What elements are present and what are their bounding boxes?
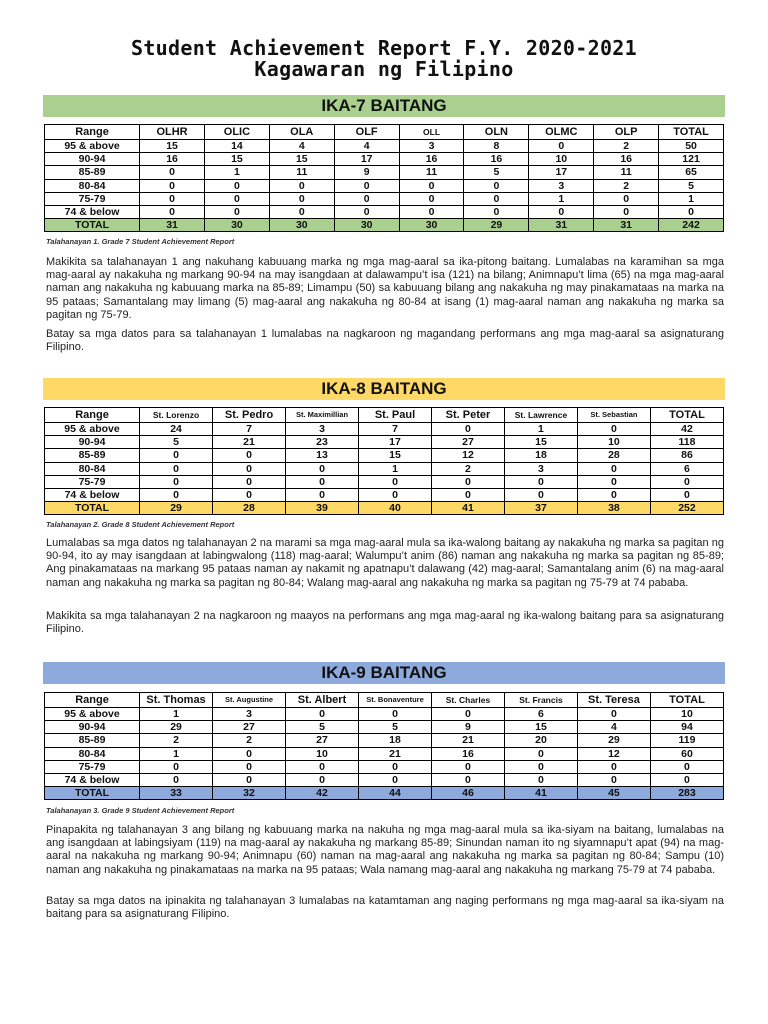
table-row [45, 153, 724, 166]
table-cell: 0 [286, 475, 359, 488]
column-header: OLF [334, 125, 399, 140]
table-cell: 2 [594, 179, 659, 192]
table-cell: 60 [650, 747, 723, 760]
table-cell: 0 [140, 475, 213, 488]
grade7-paragraph-2: Batay sa mga datos para sa talahanayan 1 lumalabas na nagkaroon ng magandang performans ang mga mag-aaral sa asignaturang Filipino. [46, 328, 724, 354]
table-cell: 13 [286, 449, 359, 462]
table-cell: 9 [334, 166, 399, 179]
table-cell: 0 [577, 760, 650, 773]
table-cell: 0 [431, 423, 504, 436]
table-cell: 29 [577, 734, 650, 747]
table-cell: 1 [140, 708, 213, 721]
table-cell: 0 [577, 773, 650, 786]
table-cell: 0 [650, 760, 723, 773]
table-cell: 0 [431, 760, 504, 773]
grade7-paragraph-1: Makikita sa talahanayan 1 ang nakuhang kabuuang marka ng mga mag-aaral sa ika-pitong baitang. Lumalabas na karamihan sa mga mag-aaral ay nakakuha ng markang 90-94 na may isangdaan at dalawampu’t isa (121) na bilang; Animnapu’t lima (65) na mga mag-aaral naman ang nakakuha ng kabuuang marka na 85-89; Limampu (50) sa kabuuang bilang ang nakakuha ng may pinakamataas na marka na 95 pataas; Samantalang may limang (5) mag-aaral ang nakakuha ng 80-84 at isang (1) mag-aaral naman ang nakakuha ng marka sa pagitan ng 75-79. [46, 256, 724, 321]
table-row [45, 436, 724, 449]
table-cell: 32 [213, 787, 286, 800]
table-cell: 11 [269, 166, 334, 179]
column-header: St. Augustine [213, 693, 286, 708]
table-row [45, 423, 724, 436]
table-cell: 10 [286, 747, 359, 760]
table-cell: 21 [431, 734, 504, 747]
table-cell: 0 [140, 462, 213, 475]
table-cell: 5 [359, 721, 432, 734]
table-cell: 37 [504, 502, 577, 515]
table-cell: 0 [140, 166, 205, 179]
table-cell: 42 [650, 423, 723, 436]
table-cell: 0 [213, 475, 286, 488]
table-cell: 90-94 [45, 153, 140, 166]
report-title: Student Achievement Report F.Y. 2020-2021 [131, 36, 637, 60]
table-cell: 38 [577, 502, 650, 515]
column-header: St. Maximillian [286, 408, 359, 423]
column-header: St. Albert [286, 693, 359, 708]
grade9-table [44, 692, 724, 800]
table-cell: 40 [359, 502, 432, 515]
table-cell: 4 [269, 140, 334, 153]
table-cell: 21 [213, 436, 286, 449]
table-cell: 0 [399, 179, 464, 192]
table-cell: 31 [594, 219, 659, 232]
column-header: St. Lawrence [504, 408, 577, 423]
table-cell: 0 [431, 475, 504, 488]
table-cell: 0 [213, 747, 286, 760]
column-header: St. Teresa [577, 693, 650, 708]
table-cell: 0 [140, 449, 213, 462]
table-cell: 7 [213, 423, 286, 436]
table-cell: 0 [464, 205, 529, 218]
table-cell: 283 [650, 787, 723, 800]
column-header: TOTAL [650, 693, 723, 708]
table-cell: 44 [359, 787, 432, 800]
table-cell: 39 [286, 502, 359, 515]
table-cell: 85-89 [45, 166, 140, 179]
table-cell: 0 [577, 488, 650, 501]
table-cell: 0 [529, 140, 594, 153]
table-cell: 0 [399, 205, 464, 218]
table-cell: 0 [334, 192, 399, 205]
table-cell: 30 [334, 219, 399, 232]
table-cell: 21 [359, 747, 432, 760]
table-cell: 0 [650, 475, 723, 488]
table-cell: 29 [140, 502, 213, 515]
table-cell: 1 [204, 166, 269, 179]
table-row [45, 708, 724, 721]
table-cell: 6 [650, 462, 723, 475]
table-total-row [45, 502, 724, 515]
table-cell: 119 [650, 734, 723, 747]
table-row [45, 205, 724, 218]
table-cell: 0 [269, 192, 334, 205]
table-cell: 0 [594, 192, 659, 205]
table-cell: 3 [213, 708, 286, 721]
table-cell: 118 [650, 436, 723, 449]
table-cell: 0 [431, 708, 504, 721]
table-cell: 121 [659, 153, 724, 166]
table-cell: 0 [140, 192, 205, 205]
table-cell: 45 [577, 787, 650, 800]
grade7-caption: Talahanayan 1. Grade 7 Student Achievement Report [46, 237, 235, 246]
table-row [45, 475, 724, 488]
table-cell: 85-89 [45, 734, 140, 747]
column-header: St. Francis [504, 693, 577, 708]
table-cell: 4 [577, 721, 650, 734]
table-cell: 33 [140, 787, 213, 800]
grade7-banner: IKA-7 BAITANG [43, 95, 725, 117]
table-cell: 3 [504, 462, 577, 475]
table-cell: 15 [504, 436, 577, 449]
table-cell: 1 [504, 423, 577, 436]
table-cell: 12 [577, 747, 650, 760]
table-row [45, 488, 724, 501]
column-header: St. Charles [431, 693, 504, 708]
table-cell: 0 [359, 760, 432, 773]
table-cell: 0 [140, 760, 213, 773]
column-header: Range [45, 125, 140, 140]
table-row [45, 166, 724, 179]
table-cell: 0 [594, 205, 659, 218]
table-cell: 0 [269, 179, 334, 192]
table-cell: 11 [399, 166, 464, 179]
table-cell: 74 & below [45, 773, 140, 786]
table-cell: 75-79 [45, 475, 140, 488]
table-cell: 30 [399, 219, 464, 232]
table-cell: 0 [504, 760, 577, 773]
table-row [45, 192, 724, 205]
column-header: OLL [399, 125, 464, 140]
grade8-paragraph-1: Lumalabas sa mga datos ng talahanayan 2 na marami sa mga mag-aaral mula sa ika-walong baitang ay nakakuha ng marka sa pagitan ng 90-94, ito ay may isangdaan at labingwalong (118) mag-aaral; Walumpu’t anim (86) naman ang nakakuha ng marka sa pagitan ng 85-89; Ang pinakamataas na markang 95 pataas naman ay nakamit ng apatnapu’t dalawang (42) mag-aaral; Samantalang anim (6) na mag-aaral naman ang nakakuha ng marka sa pagitan ng 80-84; Walang mag-aaral ang nakakuha ng marka sa pagitan ng 75-79 at 74 pababa. [46, 537, 724, 589]
table-cell: 0 [213, 773, 286, 786]
table-cell: 0 [464, 179, 529, 192]
table-cell: 0 [504, 773, 577, 786]
table-cell: 0 [140, 205, 205, 218]
table-cell: 74 & below [45, 488, 140, 501]
table-row [45, 140, 724, 153]
table-cell: 90-94 [45, 436, 140, 449]
table-row [45, 449, 724, 462]
table-cell: 41 [431, 502, 504, 515]
table-cell: 0 [359, 488, 432, 501]
table-cell: 28 [213, 502, 286, 515]
table-cell: 28 [577, 449, 650, 462]
table-cell: 0 [204, 205, 269, 218]
table-cell: 10 [650, 708, 723, 721]
column-header: OLHR [140, 125, 205, 140]
table-cell: 27 [431, 436, 504, 449]
table-cell: 5 [659, 179, 724, 192]
table-cell: 0 [650, 773, 723, 786]
table-cell: 0 [577, 423, 650, 436]
column-header: St. Lorenzo [140, 408, 213, 423]
table-cell: 18 [504, 449, 577, 462]
table-cell: 94 [650, 721, 723, 734]
table-cell: 0 [213, 760, 286, 773]
table-cell: 0 [359, 708, 432, 721]
table-cell: 80-84 [45, 179, 140, 192]
table-cell: 2 [431, 462, 504, 475]
grade8-paragraph-2: Makikita sa mga talahanayan 2 na nagkaroon ng maayos na performans ang mga mag-aaral ng ika-walong baitang para sa asignaturang Filipino. [46, 610, 724, 636]
table-cell: 14 [204, 140, 269, 153]
table-cell: 30 [204, 219, 269, 232]
table-cell: 85-89 [45, 449, 140, 462]
table-cell: 0 [359, 475, 432, 488]
table-cell: 95 & above [45, 708, 140, 721]
table-cell: 16 [431, 747, 504, 760]
table-cell: 15 [504, 721, 577, 734]
table-cell: 2 [594, 140, 659, 153]
table-cell: 30 [269, 219, 334, 232]
table-cell: 15 [140, 140, 205, 153]
table-cell: 0 [204, 192, 269, 205]
table-cell: 1 [140, 747, 213, 760]
table-cell: 5 [140, 436, 213, 449]
table-cell: 0 [286, 462, 359, 475]
table-cell: 16 [399, 153, 464, 166]
table-cell: 24 [140, 423, 213, 436]
table-cell: 0 [431, 488, 504, 501]
table-row [45, 734, 724, 747]
column-header: OLN [464, 125, 529, 140]
table-cell: 0 [577, 462, 650, 475]
table-cell: 0 [140, 773, 213, 786]
table-cell: 75-79 [45, 192, 140, 205]
table-cell: 0 [213, 449, 286, 462]
table-cell: 242 [659, 219, 724, 232]
table-cell: 7 [359, 423, 432, 436]
table-cell: 0 [213, 462, 286, 475]
table-header-row [45, 408, 724, 423]
column-header: OLA [269, 125, 334, 140]
table-cell: 17 [334, 153, 399, 166]
column-header: St. Thomas [140, 693, 213, 708]
column-header: Range [45, 693, 140, 708]
table-cell: 0 [286, 760, 359, 773]
grade8-banner: IKA-8 BAITANG [43, 378, 725, 400]
table-header-row [45, 693, 724, 708]
column-header: St. Paul [359, 408, 432, 423]
table-cell: 0 [431, 773, 504, 786]
column-header: St. Sebastian [577, 408, 650, 423]
table-cell: 2 [140, 734, 213, 747]
table-cell: 95 & above [45, 423, 140, 436]
table-cell: 2 [213, 734, 286, 747]
table-total-row [45, 219, 724, 232]
table-cell: 0 [504, 747, 577, 760]
table-cell: 95 & above [45, 140, 140, 153]
table-cell: 16 [140, 153, 205, 166]
table-cell: 10 [529, 153, 594, 166]
table-cell: 0 [213, 488, 286, 501]
table-cell: 31 [529, 219, 594, 232]
table-cell: 0 [204, 179, 269, 192]
table-cell: 8 [464, 140, 529, 153]
table-cell: TOTAL [45, 219, 140, 232]
table-cell: 80-84 [45, 747, 140, 760]
table-cell: 0 [529, 205, 594, 218]
table-row [45, 721, 724, 734]
table-cell: 0 [286, 773, 359, 786]
table-cell: 80-84 [45, 462, 140, 475]
table-cell: 0 [504, 475, 577, 488]
table-cell: 0 [577, 475, 650, 488]
table-cell: 0 [269, 205, 334, 218]
table-cell: 0 [659, 205, 724, 218]
department-title: Kagawaran ng Filipino [254, 57, 514, 81]
table-cell: 41 [504, 787, 577, 800]
table-cell: 1 [659, 192, 724, 205]
table-cell: 65 [659, 166, 724, 179]
table-cell: 0 [140, 488, 213, 501]
table-cell: 0 [334, 205, 399, 218]
table-cell: 0 [399, 192, 464, 205]
table-cell: 75-79 [45, 760, 140, 773]
table-cell: 12 [431, 449, 504, 462]
table-row [45, 462, 724, 475]
grade9-caption: Talahanayan 3. Grade 9 Student Achievement Report [46, 806, 235, 815]
grade7-table [44, 124, 724, 232]
grade8-table [44, 407, 724, 515]
table-cell: 90-94 [45, 721, 140, 734]
column-header: OLP [594, 125, 659, 140]
column-header: OLIC [204, 125, 269, 140]
table-cell: 16 [594, 153, 659, 166]
table-cell: TOTAL [45, 502, 140, 515]
table-cell: 0 [286, 708, 359, 721]
table-cell: 46 [431, 787, 504, 800]
column-header: TOTAL [650, 408, 723, 423]
table-cell: 10 [577, 436, 650, 449]
table-cell: 18 [359, 734, 432, 747]
table-cell: 29 [140, 721, 213, 734]
table-cell: 29 [464, 219, 529, 232]
column-header: St. Pedro [213, 408, 286, 423]
table-cell: 1 [529, 192, 594, 205]
table-total-row [45, 787, 724, 800]
table-cell: 5 [286, 721, 359, 734]
grade9-banner: IKA-9 BAITANG [43, 662, 725, 684]
table-cell: 27 [286, 734, 359, 747]
column-header: TOTAL [659, 125, 724, 140]
table-cell: 0 [359, 773, 432, 786]
table-cell: 50 [659, 140, 724, 153]
table-cell: 27 [213, 721, 286, 734]
table-cell: 15 [204, 153, 269, 166]
table-cell: 0 [334, 179, 399, 192]
table-cell: 20 [504, 734, 577, 747]
table-cell: 17 [529, 166, 594, 179]
grade9-paragraph-2: Batay sa mga datos na ipinakita ng talahanayan 3 lumalabas na katamtaman ang naging performans ng mga mag-aaral sa ika-siyam na baitang para sa asignaturang Filipino. [46, 895, 724, 921]
column-header: OLMC [529, 125, 594, 140]
table-cell: 0 [650, 488, 723, 501]
table-cell: 11 [594, 166, 659, 179]
table-cell: 0 [140, 179, 205, 192]
table-row [45, 747, 724, 760]
column-header: St. Peter [431, 408, 504, 423]
table-cell: 252 [650, 502, 723, 515]
table-cell: 0 [504, 488, 577, 501]
column-header: St. Bonaventure [359, 693, 432, 708]
grade8-caption: Talahanayan 2. Grade 8 Student Achievement Report [46, 520, 235, 529]
table-cell: 15 [269, 153, 334, 166]
table-header-row [45, 125, 724, 140]
table-cell: 86 [650, 449, 723, 462]
table-cell: 31 [140, 219, 205, 232]
table-cell: 0 [286, 488, 359, 501]
table-row [45, 773, 724, 786]
table-cell: 3 [286, 423, 359, 436]
table-cell: 0 [464, 192, 529, 205]
table-cell: 6 [504, 708, 577, 721]
table-row [45, 760, 724, 773]
table-cell: 17 [359, 436, 432, 449]
table-cell: 16 [464, 153, 529, 166]
table-row [45, 179, 724, 192]
table-cell: 0 [577, 708, 650, 721]
table-cell: 5 [464, 166, 529, 179]
table-cell: 1 [359, 462, 432, 475]
grade9-paragraph-1: Pinapakita ng talahanayan 3 ang bilang ng kabuuang marka na nakuha ng mga mag-aaral mula sa ika-siyam na baitang, lumalabas na ang isangdaan at labingsiyam (119) na mag-aaral ay nakakuha ng markang 85-89; Sinundan naman ito ng siyamnapu’t apat (94) na mag-aaral na nakakuha ng markang 90-94; Animnapu (60) naman na mag-aaral ang nakakuha ng marka sa pagitan ng 80-84; Sampu (10) naman ang nakakuha ng pinakamataas na marka na 95 pataas; Wala namang mag-aaral ang nakakuha ng markang 75-79 at 74 pababa. [46, 824, 724, 876]
table-cell: 15 [359, 449, 432, 462]
table-cell: TOTAL [45, 787, 140, 800]
table-cell: 74 & below [45, 205, 140, 218]
table-cell: 4 [334, 140, 399, 153]
table-cell: 42 [286, 787, 359, 800]
table-cell: 3 [529, 179, 594, 192]
table-cell: 23 [286, 436, 359, 449]
column-header: Range [45, 408, 140, 423]
table-cell: 3 [399, 140, 464, 153]
table-cell: 9 [431, 721, 504, 734]
